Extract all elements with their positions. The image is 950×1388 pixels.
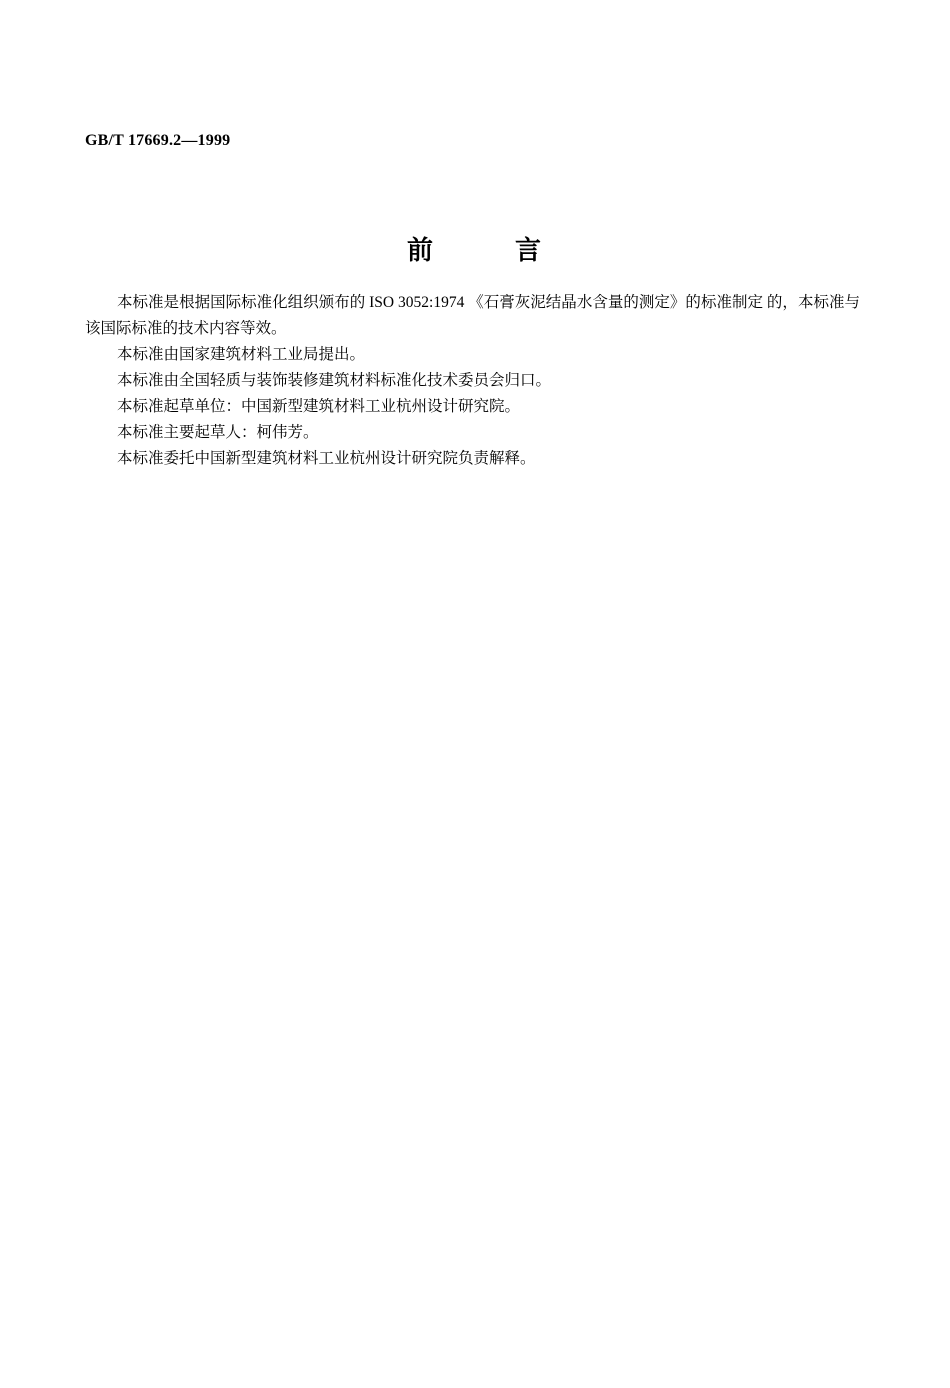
title-char-1: 前 xyxy=(406,236,435,266)
paragraph-interpretation: 本标准委托中国新型建筑材料工业杭州设计研究院负责解释。 xyxy=(117,450,536,467)
title-char-2: 言 xyxy=(515,236,544,266)
standard-code: GB/T 17669.2—1999 xyxy=(85,132,231,149)
foreword-body xyxy=(85,290,860,472)
paragraph-committee: 本标准由全国轻质与装饰装修建筑材料标准化技术委员会归口。 xyxy=(117,372,552,389)
page-title xyxy=(0,230,950,267)
paragraph-drafter: 本标准主要起草人：柯伟芳。 xyxy=(117,424,319,441)
paragraph-origin: 本标准是根据国际标准化组织颁布的 ISO 3052:1974 《石膏灰泥结晶水含量的测定》的标准制定 的，本标准与该国际标准的技术内容等效。 xyxy=(85,294,860,337)
paragraph-proposer: 本标准由国家建筑材料工业局提出。 xyxy=(117,346,366,363)
paragraph-drafting-unit: 本标准起草单位：中国新型建筑材料工业杭州设计研究院。 xyxy=(117,398,521,415)
